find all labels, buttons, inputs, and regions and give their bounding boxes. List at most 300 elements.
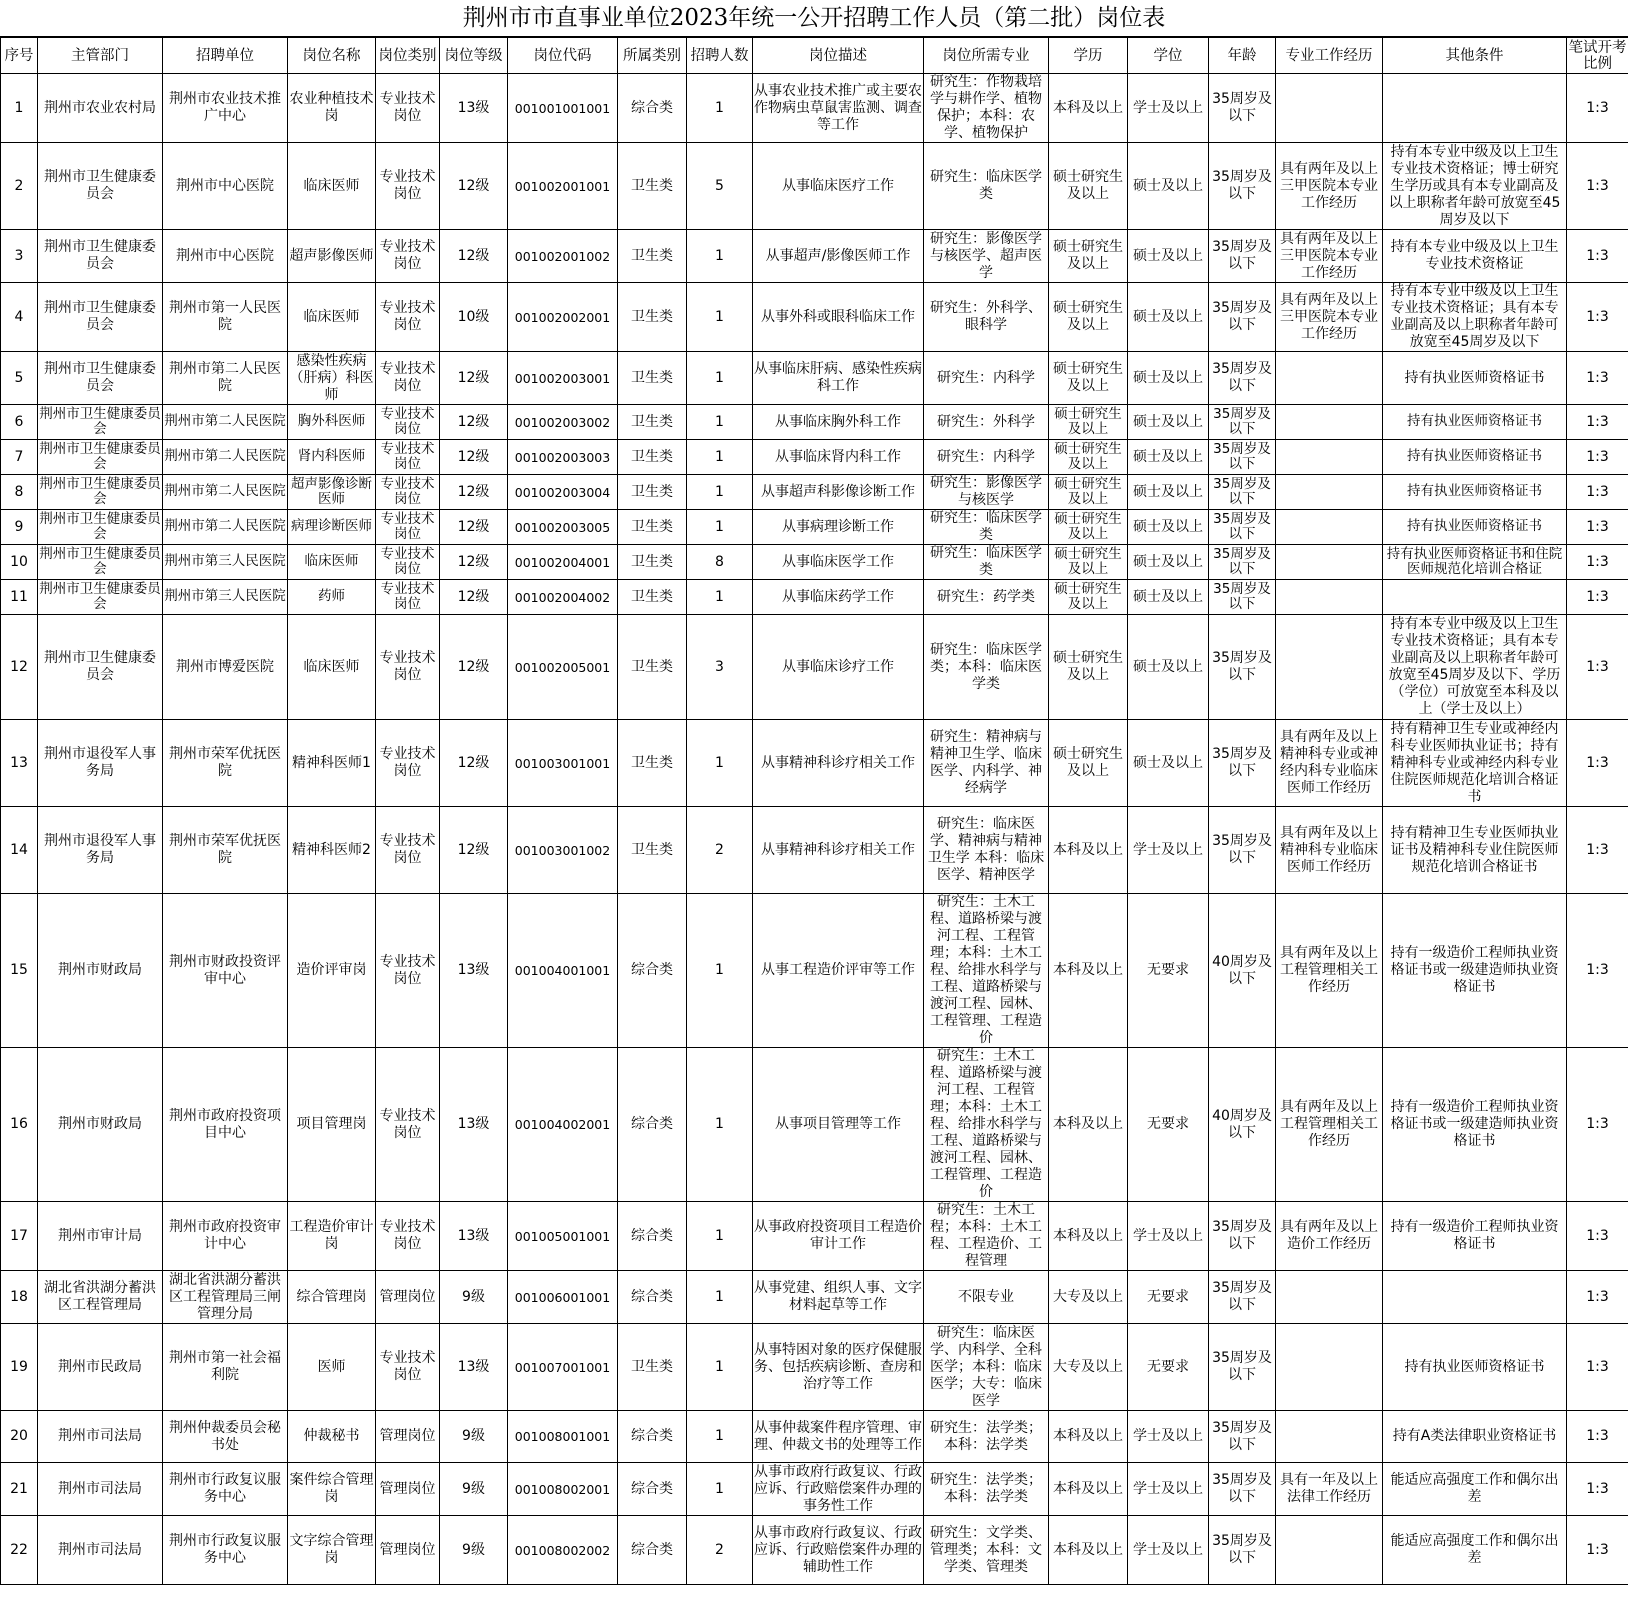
cell-degree: 无要求 xyxy=(1128,894,1209,1048)
cell-unit: 荆州市第三人民医院 xyxy=(163,545,288,580)
cell-position-name: 精神科医师2 xyxy=(288,807,376,894)
cell-position-category: 管理岗位 xyxy=(376,1271,440,1324)
cell-exam-ratio: 1:3 xyxy=(1567,720,1628,807)
cell-major: 研究生：影像医学与核医学 xyxy=(924,475,1049,510)
cell-position-name: 文字综合管理岗 xyxy=(288,1516,376,1585)
cell-major: 研究生：影像医学与核医学、超声医学 xyxy=(924,230,1049,283)
table-row xyxy=(1,440,1628,475)
cell-other-conditions: 持有执业医师资格证书 xyxy=(1383,1324,1567,1411)
cell-seq: 4 xyxy=(1,283,38,352)
cell-other-conditions: 能适应高强度工作和偶尔出差 xyxy=(1383,1516,1567,1585)
cell-position-category: 专业技术岗位 xyxy=(376,405,440,440)
cell-seq: 11 xyxy=(1,580,38,615)
table-row xyxy=(1,894,1628,1048)
cell-position-name: 药师 xyxy=(288,580,376,615)
cell-description: 从事外科或眼科临床工作 xyxy=(753,283,924,352)
cell-position-category: 管理岗位 xyxy=(376,1411,440,1463)
cell-unit: 荆州市行政复议服务中心 xyxy=(163,1516,288,1585)
cell-other-conditions: 持有执业医师资格证书和住院医师规范化培训合格证 xyxy=(1383,545,1567,580)
cell-type: 综合类 xyxy=(618,1516,687,1585)
cell-age: 35周岁及以下 xyxy=(1209,807,1276,894)
cell-education: 硕士研究生及以上 xyxy=(1049,580,1128,615)
cell-position-name: 超声影像诊断医师 xyxy=(288,475,376,510)
cell-count: 1 xyxy=(687,74,753,143)
cell-position-code: 001008002002 xyxy=(508,1516,618,1585)
cell-other-conditions: 持有A类法律职业资格证书 xyxy=(1383,1411,1567,1463)
cell-count: 1 xyxy=(687,580,753,615)
cell-exam-ratio: 1:3 xyxy=(1567,510,1628,545)
cell-unit: 荆州市荣军优抚医院 xyxy=(163,807,288,894)
cell-major: 研究生：临床医学类 xyxy=(924,545,1049,580)
cell-type: 综合类 xyxy=(618,1048,687,1202)
cell-age: 35周岁及以下 xyxy=(1209,405,1276,440)
cell-position-level: 12级 xyxy=(440,143,508,230)
cell-type: 卫生类 xyxy=(618,352,687,405)
cell-position-category: 管理岗位 xyxy=(376,1516,440,1585)
cell-count: 1 xyxy=(687,1324,753,1411)
cell-other-conditions: 持有一级造价工程师执业资格证书 xyxy=(1383,1202,1567,1271)
table-row xyxy=(1,143,1628,230)
cell-seq: 14 xyxy=(1,807,38,894)
cell-position-name: 医师 xyxy=(288,1324,376,1411)
cell-degree: 硕士及以上 xyxy=(1128,352,1209,405)
header-other-conditions: 其他条件 xyxy=(1383,38,1567,74)
cell-type: 卫生类 xyxy=(618,283,687,352)
cell-description: 从事超声科影像诊断工作 xyxy=(753,475,924,510)
header-position-category: 岗位类别 xyxy=(376,38,440,74)
cell-description: 从事党建、组织人事、文字材料起草等工作 xyxy=(753,1271,924,1324)
cell-position-name: 临床医师 xyxy=(288,545,376,580)
cell-position-name: 工程造价审计岗 xyxy=(288,1202,376,1271)
cell-education: 硕士研究生及以上 xyxy=(1049,615,1128,720)
cell-education: 硕士研究生及以上 xyxy=(1049,230,1128,283)
cell-description: 从事临床肾内科工作 xyxy=(753,440,924,475)
cell-major: 研究生：药学类 xyxy=(924,580,1049,615)
cell-age: 40周岁及以下 xyxy=(1209,1048,1276,1202)
cell-department: 荆州市财政局 xyxy=(38,894,163,1048)
cell-department: 荆州市卫生健康委员会 xyxy=(38,440,163,475)
cell-position-level: 9级 xyxy=(440,1271,508,1324)
header-exam-ratio: 笔试开考比例 xyxy=(1568,39,1627,72)
table-row xyxy=(1,74,1628,143)
cell-type: 综合类 xyxy=(618,1463,687,1516)
cell-description: 从事病理诊断工作 xyxy=(753,510,924,545)
cell-position-name: 胸外科医师 xyxy=(288,405,376,440)
cell-position-category: 专业技术岗位 xyxy=(376,580,440,615)
cell-other-conditions: 持有执业医师资格证书 xyxy=(1383,405,1567,440)
cell-position-level: 13级 xyxy=(440,74,508,143)
cell-seq: 10 xyxy=(1,545,38,580)
cell-department: 荆州市民政局 xyxy=(38,1324,163,1411)
cell-exam-ratio: 1:3 xyxy=(1567,807,1628,894)
cell-unit: 荆州市第二人民医院 xyxy=(163,475,288,510)
cell-exam-ratio: 1:3 xyxy=(1567,545,1628,580)
cell-degree: 无要求 xyxy=(1128,1048,1209,1202)
table-row xyxy=(1,475,1628,510)
cell-position-code: 001003001001 xyxy=(508,720,618,807)
cell-seq: 7 xyxy=(1,440,38,475)
table-row xyxy=(1,545,1628,580)
cell-degree: 硕士及以上 xyxy=(1128,283,1209,352)
cell-position-level: 9级 xyxy=(440,1516,508,1585)
cell-position-level: 13级 xyxy=(440,1324,508,1411)
cell-education: 本科及以上 xyxy=(1049,1048,1128,1202)
cell-major: 研究生：土木工程；本科：土木工程、工程造价、工程管理 xyxy=(924,1202,1049,1271)
cell-exam-ratio: 1:3 xyxy=(1567,283,1628,352)
cell-position-category: 专业技术岗位 xyxy=(376,475,440,510)
cell-work-experience: 具有两年及以上工程管理相关工作经历 xyxy=(1276,1048,1383,1202)
cell-position-level: 12级 xyxy=(440,807,508,894)
header-count: 招聘人数 xyxy=(687,38,753,74)
cell-work-experience xyxy=(1276,405,1383,440)
cell-seq: 3 xyxy=(1,230,38,283)
cell-exam-ratio: 1:3 xyxy=(1567,440,1628,475)
cell-work-experience xyxy=(1276,510,1383,545)
cell-seq: 2 xyxy=(1,143,38,230)
cell-exam-ratio: 1:3 xyxy=(1567,615,1628,720)
cell-department: 湖北省洪湖分蓄洪区工程管理局 xyxy=(38,1271,163,1324)
cell-age: 35周岁及以下 xyxy=(1209,1516,1276,1585)
cell-major: 研究生：精神病与精神卫生学、临床医学、内科学、神经病学 xyxy=(924,720,1049,807)
cell-count: 1 xyxy=(687,894,753,1048)
cell-seq: 13 xyxy=(1,720,38,807)
cell-position-category: 专业技术岗位 xyxy=(376,283,440,352)
cell-position-category: 专业技术岗位 xyxy=(376,230,440,283)
cell-major: 不限专业 xyxy=(924,1271,1049,1324)
cell-department: 荆州市司法局 xyxy=(38,1516,163,1585)
cell-type: 卫生类 xyxy=(618,405,687,440)
cell-count: 1 xyxy=(687,440,753,475)
cell-exam-ratio: 1:3 xyxy=(1567,143,1628,230)
cell-major: 研究生：临床医学类 xyxy=(924,143,1049,230)
cell-degree: 硕士及以上 xyxy=(1128,545,1209,580)
cell-unit: 荆州市农业技术推广中心 xyxy=(163,74,288,143)
cell-position-category: 专业技术岗位 xyxy=(376,352,440,405)
cell-other-conditions: 持有本专业中级及以上卫生专业技术资格证；具有本专业副高及以上职称者年龄可放宽至45周岁及以下 xyxy=(1383,283,1567,352)
cell-count: 1 xyxy=(687,283,753,352)
cell-position-code: 001006001001 xyxy=(508,1271,618,1324)
cell-education: 硕士研究生及以上 xyxy=(1049,405,1128,440)
cell-position-category: 专业技术岗位 xyxy=(376,720,440,807)
cell-education: 硕士研究生及以上 xyxy=(1049,283,1128,352)
cell-description: 从事精神科诊疗相关工作 xyxy=(753,807,924,894)
cell-count: 1 xyxy=(687,1463,753,1516)
cell-degree: 硕士及以上 xyxy=(1128,440,1209,475)
header-department: 主管部门 xyxy=(38,38,163,74)
cell-major: 研究生：临床医学、精神病与精神卫生学 本科：临床医学、精神医学 xyxy=(924,807,1049,894)
table-row xyxy=(1,580,1628,615)
cell-seq: 17 xyxy=(1,1202,38,1271)
cell-unit: 荆州市第二人民医院 xyxy=(163,510,288,545)
cell-exam-ratio: 1:3 xyxy=(1567,74,1628,143)
cell-position-name: 超声影像医师 xyxy=(288,230,376,283)
cell-major: 研究生：土木工程、道路桥梁与渡河工程、工程管理；本科：土木工程、给排水科学与工程、道路桥梁与渡河工程、园林、工程管理、工程造价 xyxy=(924,1048,1049,1202)
cell-position-name: 感染性疾病（肝病）科医师 xyxy=(289,352,374,403)
cell-major: 研究生：土木工程、道路桥梁与渡河工程、工程管理；本科：土木工程、给排水科学与工程、道路桥梁与渡河工程、园林、工程管理、工程造价 xyxy=(924,894,1049,1048)
cell-count: 1 xyxy=(687,1202,753,1271)
cell-work-experience xyxy=(1276,615,1383,720)
cell-work-experience xyxy=(1276,1516,1383,1585)
cell-degree: 硕士及以上 xyxy=(1128,230,1209,283)
cell-position-level: 13级 xyxy=(440,1202,508,1271)
cell-major: 研究生：外科学 xyxy=(924,405,1049,440)
table-row xyxy=(1,615,1628,720)
cell-degree: 硕士及以上 xyxy=(1128,720,1209,807)
cell-education: 硕士研究生及以上 xyxy=(1049,720,1128,807)
cell-department: 荆州市退役军人事务局 xyxy=(38,807,163,894)
header-description: 岗位描述 xyxy=(753,38,924,74)
cell-count: 1 xyxy=(687,1411,753,1463)
cell-degree: 学士及以上 xyxy=(1128,807,1209,894)
cell-age: 35周岁及以下 xyxy=(1209,1324,1276,1411)
cell-position-name: 仲裁秘书 xyxy=(288,1411,376,1463)
cell-position-level: 12级 xyxy=(440,545,508,580)
cell-other-conditions: 持有一级造价工程师执业资格证书或一级建造师执业资格证书 xyxy=(1383,894,1567,1048)
cell-work-experience xyxy=(1276,1271,1383,1324)
cell-department: 荆州市卫生健康委员会 xyxy=(38,283,163,352)
cell-major: 研究生：作物栽培学与耕作学、植物保护；本科：农学、植物保护 xyxy=(924,74,1049,143)
cell-seq: 21 xyxy=(1,1463,38,1516)
cell-age: 35周岁及以下 xyxy=(1209,283,1276,352)
cell-type: 卫生类 xyxy=(618,615,687,720)
cell-exam-ratio: 1:3 xyxy=(1567,580,1628,615)
cell-department: 荆州市财政局 xyxy=(38,1048,163,1202)
cell-unit: 荆州市财政投资评审中心 xyxy=(163,894,288,1048)
header-type: 所属类别 xyxy=(618,38,687,74)
cell-department: 荆州市审计局 xyxy=(38,1202,163,1271)
cell-position-name: 案件综合管理岗 xyxy=(288,1463,376,1516)
cell-unit: 荆州市行政复议服务中心 xyxy=(163,1463,288,1516)
table-row xyxy=(1,720,1628,807)
cell-position-code: 001004001001 xyxy=(508,894,618,1048)
cell-seq: 9 xyxy=(1,510,38,545)
cell-degree: 学士及以上 xyxy=(1128,1411,1209,1463)
cell-major: 研究生：临床医学类；本科：临床医学类 xyxy=(924,615,1049,720)
cell-position-category: 专业技术岗位 xyxy=(376,1048,440,1202)
cell-description: 从事临床药学工作 xyxy=(753,580,924,615)
cell-position-code: 001007001001 xyxy=(508,1324,618,1411)
cell-position-level: 12级 xyxy=(440,510,508,545)
cell-department: 荆州市卫生健康委员会 xyxy=(38,405,163,440)
cell-work-experience: 具有两年及以上精神科专业或神经内科专业临床医师工作经历 xyxy=(1276,720,1383,807)
cell-age: 35周岁及以下 xyxy=(1209,580,1276,615)
cell-position-code: 001008001001 xyxy=(508,1411,618,1463)
cell-work-experience xyxy=(1276,475,1383,510)
cell-description: 从事临床诊疗工作 xyxy=(753,615,924,720)
cell-position-level: 12级 xyxy=(440,405,508,440)
cell-seq: 22 xyxy=(1,1516,38,1585)
cell-position-code: 001002005001 xyxy=(508,615,618,720)
cell-position-level: 12级 xyxy=(440,352,508,405)
cell-position-code: 001002001002 xyxy=(508,230,618,283)
cell-description: 从事临床医学工作 xyxy=(753,545,924,580)
cell-position-code: 001002002001 xyxy=(508,283,618,352)
cell-education: 本科及以上 xyxy=(1049,1463,1128,1516)
cell-position-name: 临床医师 xyxy=(288,283,376,352)
header-age: 年龄 xyxy=(1209,38,1276,74)
cell-position-code: 001002004001 xyxy=(508,545,618,580)
cell-degree: 硕士及以上 xyxy=(1128,475,1209,510)
cell-degree: 硕士及以上 xyxy=(1128,405,1209,440)
cell-position-code: 001001001001 xyxy=(508,74,618,143)
cell-age: 35周岁及以下 xyxy=(1209,475,1276,510)
cell-position-level: 12级 xyxy=(440,720,508,807)
cell-seq: 5 xyxy=(1,352,38,405)
cell-work-experience xyxy=(1276,440,1383,475)
cell-seq: 20 xyxy=(1,1411,38,1463)
table-body xyxy=(1,74,1628,1585)
cell-position-level: 13级 xyxy=(440,1048,508,1202)
cell-type: 卫生类 xyxy=(618,440,687,475)
cell-education: 本科及以上 xyxy=(1049,807,1128,894)
cell-position-name: 临床医师 xyxy=(288,615,376,720)
cell-position-category: 专业技术岗位 xyxy=(376,894,440,1048)
cell-work-experience: 具有两年及以上三甲医院本专业工作经历 xyxy=(1276,143,1383,230)
cell-position-category: 专业技术岗位 xyxy=(376,510,440,545)
cell-exam-ratio: 1:3 xyxy=(1567,1271,1628,1324)
cell-description: 从事仲裁案件程序管理、审理、仲裁文书的处理等工作 xyxy=(753,1411,924,1463)
cell-work-experience: 具有两年及以上三甲医院本专业工作经历 xyxy=(1276,230,1383,283)
cell-description: 从事市政府行政复议、行政应诉、行政赔偿案件办理的辅助性工作 xyxy=(753,1516,924,1585)
cell-department: 荆州市卫生健康委员会 xyxy=(38,545,163,580)
cell-education: 本科及以上 xyxy=(1049,1202,1128,1271)
cell-other-conditions xyxy=(1383,580,1567,615)
cell-exam-ratio: 1:3 xyxy=(1567,405,1628,440)
cell-unit: 荆州市荣军优抚医院 xyxy=(163,720,288,807)
cell-unit: 荆州市第二人民医院 xyxy=(163,440,288,475)
cell-description: 从事市政府行政复议、行政应诉、行政赔偿案件办理的事务性工作 xyxy=(754,1463,922,1514)
cell-other-conditions: 持有本专业中级及以上卫生专业技术资格证；具有本专业副高及以上职称者年龄可放宽至45周岁及以下、学历（学位）可放宽至本科及以上（学士及以上） xyxy=(1383,615,1567,720)
cell-education: 硕士研究生及以上 xyxy=(1049,475,1128,510)
cell-unit: 荆州市政府投资项目中心 xyxy=(163,1048,288,1202)
cell-position-category: 专业技术岗位 xyxy=(376,440,440,475)
cell-department: 荆州市卫生健康委员会 xyxy=(38,230,163,283)
cell-age: 35周岁及以下 xyxy=(1209,230,1276,283)
cell-education: 大专及以上 xyxy=(1049,1324,1128,1411)
cell-other-conditions: 持有精神卫生专业或神经内科专业医师执业证书；持有精神科专业或神经内科专业住院医师规范化培训合格证书 xyxy=(1383,720,1567,807)
cell-unit: 荆州市中心医院 xyxy=(163,143,288,230)
cell-seq: 19 xyxy=(1,1324,38,1411)
cell-position-category: 管理岗位 xyxy=(376,1463,440,1516)
cell-education: 硕士研究生及以上 xyxy=(1049,510,1128,545)
cell-exam-ratio: 1:3 xyxy=(1567,1048,1628,1202)
table-row xyxy=(1,1516,1628,1585)
cell-exam-ratio: 1:3 xyxy=(1567,1411,1628,1463)
cell-position-name: 肾内科医师 xyxy=(288,440,376,475)
cell-department: 荆州市卫生健康委员会 xyxy=(38,510,163,545)
table-row xyxy=(1,1271,1628,1324)
cell-department: 荆州市卫生健康委员会 xyxy=(38,143,163,230)
cell-unit: 荆州市第一社会福利院 xyxy=(163,1324,288,1411)
cell-education: 硕士研究生及以上 xyxy=(1049,440,1128,475)
cell-degree: 无要求 xyxy=(1128,1324,1209,1411)
table-row xyxy=(1,1048,1628,1202)
cell-education: 本科及以上 xyxy=(1049,1411,1128,1463)
cell-other-conditions: 能适应高强度工作和偶尔出差 xyxy=(1383,1463,1567,1516)
cell-description: 从事临床医疗工作 xyxy=(753,143,924,230)
cell-work-experience xyxy=(1276,74,1383,143)
cell-seq: 18 xyxy=(1,1271,38,1324)
cell-description: 从事临床肝病、感染性疾病科工作 xyxy=(753,352,924,405)
cell-work-experience: 具有两年及以上造价工作经历 xyxy=(1276,1202,1383,1271)
cell-description: 从事农业技术推广或主要农作物病虫草鼠害监测、调查等工作 xyxy=(753,74,924,143)
cell-position-category: 专业技术岗位 xyxy=(376,143,440,230)
cell-unit: 荆州市第二人民医院 xyxy=(163,405,288,440)
table-row xyxy=(1,283,1628,352)
cell-position-name: 病理诊断医师 xyxy=(288,510,376,545)
cell-count: 1 xyxy=(687,1048,753,1202)
cell-age: 35周岁及以下 xyxy=(1209,615,1276,720)
cell-education: 硕士研究生及以上 xyxy=(1049,352,1128,405)
table-row xyxy=(1,1463,1628,1516)
cell-education: 大专及以上 xyxy=(1049,1271,1128,1324)
cell-type: 卫生类 xyxy=(618,475,687,510)
table-row xyxy=(1,230,1628,283)
cell-position-name: 精神科医师1 xyxy=(288,720,376,807)
cell-count: 1 xyxy=(687,720,753,807)
cell-unit: 荆州市第二人民医院 xyxy=(163,352,288,405)
cell-position-code: 001002003001 xyxy=(508,352,618,405)
header-row xyxy=(1,38,1628,74)
cell-department: 荆州市司法局 xyxy=(38,1411,163,1463)
table-row xyxy=(1,807,1628,894)
positions-table xyxy=(0,37,1628,1585)
cell-type: 卫生类 xyxy=(618,580,687,615)
cell-department: 荆州市退役军人事务局 xyxy=(38,720,163,807)
cell-degree: 硕士及以上 xyxy=(1128,143,1209,230)
cell-age: 35周岁及以下 xyxy=(1209,720,1276,807)
cell-other-conditions: 持有精神卫生专业医师执业证书及精神科专业住院医师规范化培训合格证书 xyxy=(1383,807,1567,894)
cell-position-code: 001002001001 xyxy=(508,143,618,230)
cell-position-level: 12级 xyxy=(440,475,508,510)
cell-work-experience xyxy=(1276,1411,1383,1463)
table-row xyxy=(1,1411,1628,1463)
cell-unit: 荆州市中心医院 xyxy=(163,230,288,283)
cell-description: 从事特困对象的医疗保健服务、包括疾病诊断、查房和治疗等工作 xyxy=(753,1324,924,1411)
cell-degree: 学士及以上 xyxy=(1128,1202,1209,1271)
cell-exam-ratio: 1:3 xyxy=(1567,1463,1628,1516)
cell-type: 综合类 xyxy=(618,1411,687,1463)
cell-exam-ratio: 1:3 xyxy=(1567,352,1628,405)
cell-age: 35周岁及以下 xyxy=(1209,1202,1276,1271)
cell-work-experience: 具有两年及以上精神科专业临床医师工作经历 xyxy=(1276,807,1383,894)
cell-type: 综合类 xyxy=(618,74,687,143)
cell-type: 卫生类 xyxy=(618,510,687,545)
cell-position-name: 造价评审岗 xyxy=(288,894,376,1048)
cell-unit: 荆州仲裁委员会秘书处 xyxy=(163,1411,288,1463)
cell-exam-ratio: 1:3 xyxy=(1567,230,1628,283)
cell-major: 研究生：法学类；本科：法学类 xyxy=(924,1411,1049,1463)
cell-position-level: 12级 xyxy=(440,580,508,615)
header-seq: 序号 xyxy=(1,38,38,74)
cell-other-conditions: 持有执业医师资格证书 xyxy=(1383,510,1567,545)
cell-position-category: 专业技术岗位 xyxy=(376,545,440,580)
cell-age: 35周岁及以下 xyxy=(1209,143,1276,230)
header-degree: 学位 xyxy=(1128,38,1209,74)
cell-count: 2 xyxy=(687,807,753,894)
cell-major: 研究生：内科学 xyxy=(924,440,1049,475)
cell-count: 1 xyxy=(687,405,753,440)
cell-age: 35周岁及以下 xyxy=(1209,545,1276,580)
cell-count: 1 xyxy=(687,352,753,405)
cell-position-level: 10级 xyxy=(440,283,508,352)
cell-unit: 荆州市第三人民医院 xyxy=(163,580,288,615)
cell-position-level: 12级 xyxy=(440,230,508,283)
cell-other-conditions xyxy=(1383,1271,1567,1324)
cell-age: 35周岁及以下 xyxy=(1209,1271,1276,1324)
cell-seq: 16 xyxy=(1,1048,38,1202)
cell-position-category: 专业技术岗位 xyxy=(376,807,440,894)
